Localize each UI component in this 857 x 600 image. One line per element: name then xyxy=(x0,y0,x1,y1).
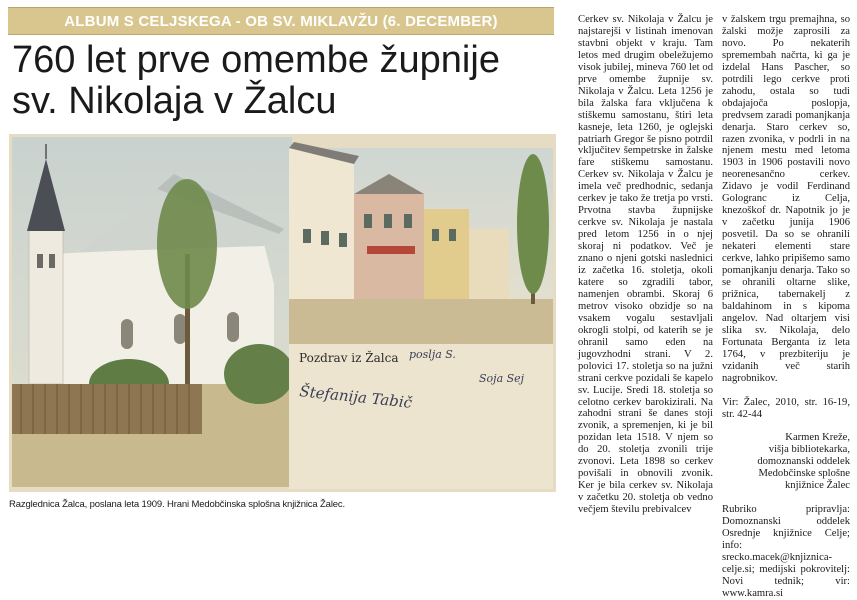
source-reference: Vir: Žalec, 2010, str. 16-19, str. 42-44 xyxy=(722,396,850,420)
author-department: domoznanski oddelek xyxy=(757,456,850,468)
author-role: višja bibliotekarka, xyxy=(768,444,850,456)
tower-window xyxy=(49,254,55,268)
rubric-footer: Rubriko pripravlja: Domoznanski oddelek Osrednje knjižnice Celje; info: srecko.macek@knjiznica-celje.si; medijski pokrovitelj: Novi tednik; vir: www.kamra.si xyxy=(722,504,850,599)
postcard-illustration xyxy=(9,134,556,492)
banner-text: ALBUM S CELJSKEGA - OB SV. MIKLAVŽU (6. DECEMBER) xyxy=(64,12,498,30)
author-name: Karmen Kreže, xyxy=(785,432,850,444)
building-far xyxy=(469,229,509,299)
image-caption: Razglednica Žalca, poslana leta 1909. Hrani Medobčinska splošna knjižnica Žalec. xyxy=(9,499,345,510)
church-window xyxy=(227,312,239,342)
postcard-greeting: Pozdrav iz Žalca xyxy=(299,351,399,365)
church-window xyxy=(174,314,186,344)
article-body-part-2: v žalskem trgu premajhna, so žalski možje zaprosili za novo. Po nekaterih spremembah načrta, ki ga je izdelal Hans Pascher, so potrdili lego cerkve proti zahodu, ostala so tudi obdajajoča poslopja, predvsem zaradi pomanjkanja denarja. Staro cerkev so, razen zvonika, v podrli in na njenem mestu med letoma 1903 in 1906 postavili novo neorenesančno cerkev. Zidavo je vodil Ferdinand Gologranc iz Celja, knezoškof dr. Napotnik jo je v začetku junija 1906 posvetil. Da so se ohranili nekateri elementi stare cerkve, lahko pripišemo samo pomanjkanju denarja. Tako so se ohranili oltarne slike, prižnica, tabernakelj z baldahinom in s kipoma angelov. Nad oltarjem visi slika sv. Nikolaja, delo Fortunata Berganta iz leta 1764, v prezbiteriju je vzidanih več starih nagrobnikov. xyxy=(722,14,850,384)
section-banner xyxy=(8,7,554,35)
postcard-image xyxy=(9,134,556,492)
wooden-fence xyxy=(12,384,202,434)
square-scene-road xyxy=(289,299,553,344)
building-left xyxy=(289,148,354,299)
article-body-part-1: Cerkev sv. Nikolaja v Žalcu je najstarejši v listinah imenovan stavbni objekt v kraju. Tam letos med drugim obeležujemo visok jubilej, mineva 760 let od prve omembe župnije sv. Nikolaja v Žalcu. Leta 1256 je bila žalska fara vključena k stiškemu samostanu, štiri leta kasneje, leta 1260, je oglejski patriarh Gregor še pisno potrdil vključitev šempetrske in žalske fare stiškemu samostanu. Cerkev sv. Nikolaja v Žalcu je imela več predhodnic, sedanja cerkev je tako že tretja po vrsti. Prvotna stavba župnijske cerkve sv. Nikolaja je nastala pred letom 1256 in o njej skoraj ni podatkov. Več je znano o njeni gotski naslednici iz začetka 16. stoletja, okoli katere so zgradili tabor, namenjen obrambi. Skoraj 6 metrov visoko obzidje so na vsakem vogalu sestavljali okrogli stolpi, od katerih se je ohranil samo eden na jugovzhodni strani. V 2. polovici 17. stoletja so na južni strani cerkve pozidali še kapelo sv. Lucije. Sredi 18. stoletja so celotno cerkev barokizirali. Na zahodni strani še danes stoji zvonik, a spremenjen, ki je bil pozidan leta 1518. V njem so do 20. stoletja zvonili trije zvonovi. Leta 1898 so cerkev povišali in obnovili zvonik. Ker je bila cerkev sv. Nikolaja v začetku 20. stoletja ob vedno večjem številu prebivalcev xyxy=(578,14,713,516)
article-column-1 xyxy=(578,14,713,516)
poplar-crown xyxy=(517,154,549,294)
tree-crown xyxy=(157,179,217,309)
building-yellow xyxy=(424,209,469,299)
author-institution-line-2: knjižnice Žalec xyxy=(785,480,850,492)
tower-window xyxy=(37,254,43,268)
article-headline xyxy=(12,40,552,122)
headline-line-2: sv. Nikolaja v Žalcu xyxy=(12,80,337,122)
bush xyxy=(224,344,294,404)
article-column-2 xyxy=(722,14,850,600)
church-window xyxy=(121,319,133,349)
headline-line-1: 760 let prve omembe župnije xyxy=(12,39,500,81)
bell-tower xyxy=(29,229,63,384)
handwriting-line: poslja S. xyxy=(409,348,456,361)
shop-sign xyxy=(367,246,415,254)
postcard-writing-area xyxy=(289,344,553,489)
handwriting-line: Soja Sej xyxy=(479,372,525,385)
author-institution-line-1: Medobčinske splošne xyxy=(758,468,850,480)
handwriting-signature: Štefanija Tabič xyxy=(298,382,413,412)
